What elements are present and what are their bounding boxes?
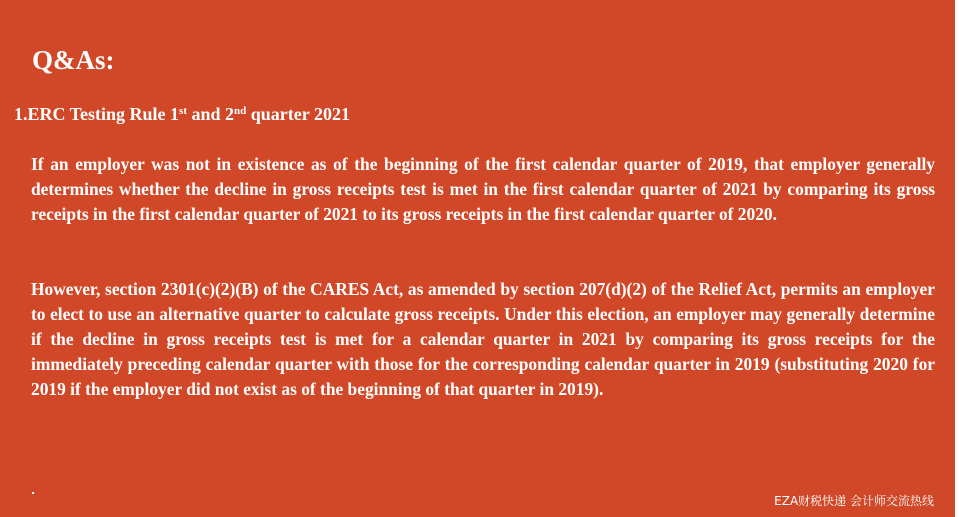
footer-watermark: EZA财税快递 会计师交流热线 bbox=[774, 494, 934, 508]
paragraph-existence-rule: If an employer was not in existence as of the beginning of the first calendar quarter of 2019, that employer generally determines whether the decline in gross receipts test is met in the first calendar quarter of 2021 by comparing its gross receipts in the first calendar quarter of 2021 to its gross receipts in the first calendar quarter of 2020. bbox=[31, 154, 935, 224]
section-heading-middle: and 2 bbox=[187, 104, 235, 124]
slide-title: Q&As: bbox=[32, 45, 115, 75]
bullet-dot bbox=[32, 492, 34, 494]
ordinal-nd: nd bbox=[234, 105, 247, 117]
section-heading-prefix: 1.ERC Testing Rule 1 bbox=[14, 104, 180, 124]
ordinal-st: st bbox=[179, 105, 187, 117]
section-heading-suffix: quarter 2021 bbox=[246, 104, 350, 124]
slide-edge bbox=[955, 0, 957, 517]
section-heading bbox=[14, 102, 350, 126]
paragraph-alternative-quarter: However, section 2301(c)(2)(B) of the CARES Act, as amended by section 207(d)(2) of the Relief Act, permits an employer to elect to use an alternative quarter to calculate gross receipts. Under this election, an employer may generally determine if the decline in gross receipts test is met for a calendar quarter in 2021 by comparing its gross receipts for the immediately preceding calendar quarter with those for the corresponding calendar quarter in 2019 (substituting 2020 for 2019 if the employer did not exist as of the beginning of that quarter in 2019). bbox=[31, 279, 935, 399]
